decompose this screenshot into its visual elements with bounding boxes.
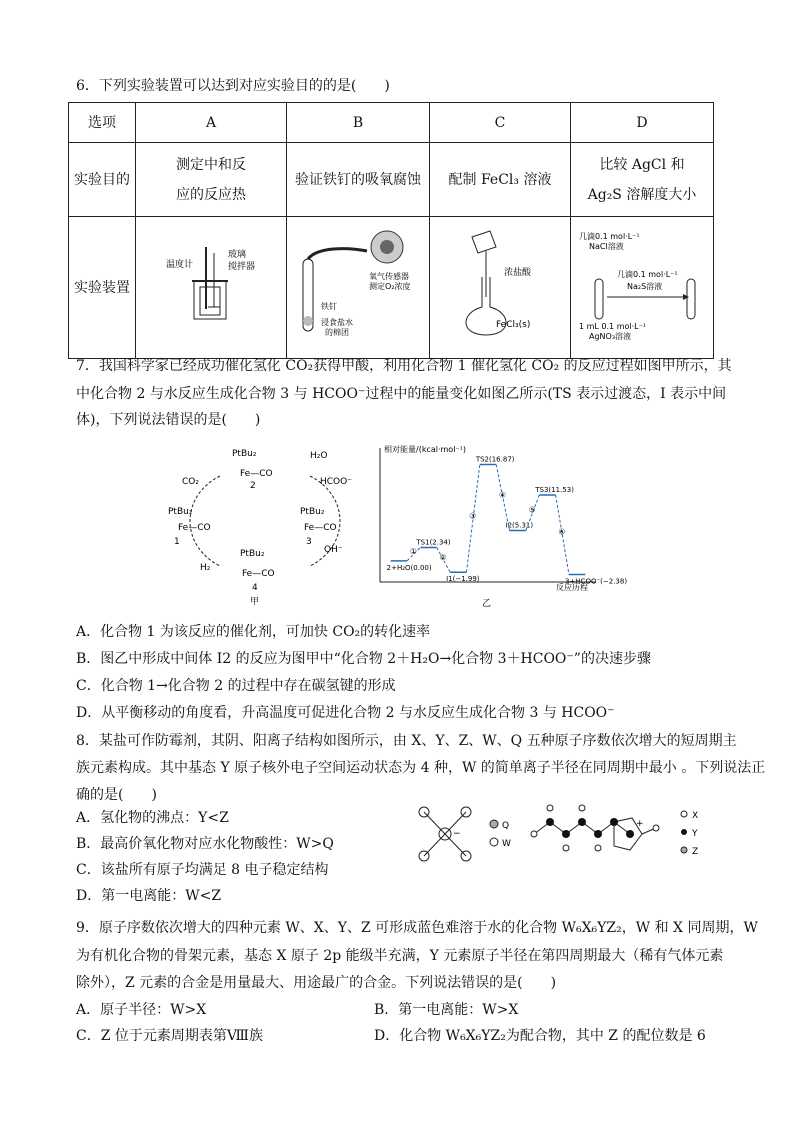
point-label-5: TS3(11.53) [535, 485, 574, 494]
q9-option-a: A．原子半径：W>X [76, 1002, 207, 1018]
point-label-0: 2+H₂O(0.00) [386, 563, 432, 572]
svg-text:的棉团: 的棉团 [325, 328, 349, 337]
svg-text:Fe—CO: Fe—CO [242, 569, 275, 579]
step-label-5: ⑤ [528, 505, 536, 515]
q7-option-d: D．从平衡移动的角度看，升高温度可促进化合物 2 与水反应生成化合物 3 与 HCOO⁻ [76, 705, 615, 721]
svg-text:甲: 甲 [250, 597, 260, 607]
ion-structure-figure [410, 800, 710, 880]
col-b: B [287, 103, 430, 143]
svg-text:4: 4 [252, 583, 258, 593]
svg-text:Y: Y [692, 829, 698, 839]
calorimeter-diagram [136, 217, 286, 347]
svg-text:3: 3 [306, 537, 312, 547]
svg-text:PtBu₂: PtBu₂ [232, 449, 257, 459]
catalytic-cycle-figure [160, 436, 376, 606]
purpose-c: 配制 FeCl₃ 溶液 [430, 143, 571, 217]
svg-text:测定O₂浓度: 测定O₂浓度 [369, 282, 411, 291]
svg-text:X: X [692, 811, 699, 821]
oxygen-sensor-diagram [287, 217, 429, 347]
q7-option-c: C．化合物 1→化合物 2 的过程中存在碳氢键的形成 [76, 678, 396, 694]
point-label-4: I2(5.31) [505, 521, 534, 530]
col-header: 选项 [69, 103, 136, 143]
purpose-d: 比较 AgCl 和 Ag₂S 溶解度大小 [571, 143, 714, 217]
q8-stem-2: 族元素构成。其中基态 Y 原子核外电子空间运动状态为 4 种，W 的简单离子半径在同周期中最小 。下列说法正 [76, 760, 766, 776]
q8-option-a: A．氢化物的沸点：Y<Z [76, 810, 229, 826]
q6-stem: 6．下列实验装置可以达到对应实验目的的是( ) [76, 78, 390, 94]
svg-text:NaCl溶液: NaCl溶液 [589, 242, 624, 251]
step-label-6: ⑥ [558, 527, 566, 537]
step-label-4: ④ [498, 490, 507, 500]
step-label-1: ① [409, 547, 417, 557]
x-axis-label: 反应历程 [556, 583, 588, 592]
q8-option-b: B．最高价氧化物对应水化物酸性：W>Q [76, 836, 334, 852]
svg-text:−: − [453, 829, 461, 839]
svg-text:Fe—CO: Fe—CO [304, 523, 337, 533]
figure-caption: 乙 [482, 599, 492, 609]
svg-text:Z: Z [692, 847, 699, 857]
col-a: A [136, 103, 287, 143]
point-label-3: TS2(16.87) [475, 455, 515, 464]
q9-stem-2: 为有机化合物的骨架元素，基态 X 原子 2p 能级半充满，Y 元素原子半径在第四周期最大（稀有气体元素 [76, 948, 724, 964]
svg-text:Na₂S溶液: Na₂S溶液 [627, 282, 663, 291]
device-c [430, 217, 571, 359]
svg-text:几滴0.1 mol·L⁻¹: 几滴0.1 mol·L⁻¹ [617, 270, 678, 279]
q7-option-b: B．图乙中形成中间体 I2 的反应为图甲中“化合物 2＋H₂O→化合物 3＋HCOO⁻”的决速步骤 [76, 651, 651, 667]
svg-text:铁钉: 铁钉 [321, 302, 337, 311]
q7-option-a: A．化合物 1 为该反应的催化剂，可加快 CO₂的转化速率 [76, 624, 431, 640]
step-label-3: ③ [469, 511, 477, 521]
device-b [287, 217, 430, 359]
svg-text:Fe—CO: Fe—CO [178, 523, 211, 533]
svg-text:PtBu₂: PtBu₂ [300, 507, 325, 517]
svg-text:搅拌器: 搅拌器 [228, 262, 256, 272]
q6-table [68, 102, 714, 359]
point-label-2: I1(−1.99) [446, 575, 480, 584]
device-a [136, 217, 287, 359]
test-tube-diagram [571, 217, 713, 347]
q9-stem-1: 9．原子序数依次增大的四种元素 W、X、Y、Z 可形成蓝色难溶于水的化合物 W₆X₆YZ₂，W 和 X 同周期，W [76, 920, 758, 936]
svg-text:浓盐酸: 浓盐酸 [504, 268, 532, 278]
svg-text:几滴0.1 mol·L⁻¹: 几滴0.1 mol·L⁻¹ [579, 232, 640, 241]
purpose-a: 测定中和反应的反应热 [136, 143, 287, 217]
svg-text:2: 2 [250, 481, 256, 491]
q8-option-d: D．第一电离能：W<Z [76, 888, 222, 904]
svg-text:OH⁻: OH⁻ [324, 545, 343, 555]
q9-option-b: B．第一电离能：W>X [374, 1002, 519, 1018]
col-c: C [430, 103, 571, 143]
svg-text:W: W [502, 839, 511, 849]
svg-text:FeCl₃(s): FeCl₃(s) [496, 320, 531, 330]
q7-stem-3: 体)，下列说法错误的是( ) [76, 412, 261, 428]
svg-text:+: + [636, 819, 644, 829]
svg-text:CO₂: CO₂ [182, 477, 199, 487]
svg-text:浸食盐水: 浸食盐水 [321, 318, 353, 327]
svg-text:PtBu₂: PtBu₂ [240, 549, 265, 559]
q9-option-d: D．化合物 W₆X₆YZ₂为配合物，其中 Z 的配位数是 6 [374, 1028, 706, 1044]
y-axis-label: 相对能量/(kcal·mol⁻¹) [384, 445, 466, 454]
energy-profile-chart [370, 438, 628, 610]
svg-text:1 mL 0.1 mol·L⁻¹: 1 mL 0.1 mol·L⁻¹ [579, 322, 647, 331]
device-d [571, 217, 714, 359]
svg-text:Fe—CO: Fe—CO [240, 469, 273, 479]
row-device-label: 实验装置 [69, 217, 136, 359]
svg-text:H₂: H₂ [200, 563, 211, 573]
q8-option-c: C．该盐所有原子均满足 8 电子稳定结构 [76, 862, 329, 878]
point-label-6: 3+HCOO⁻(−2.38) [564, 577, 628, 586]
q8-stem-3: 确的是( ) [76, 787, 157, 803]
volumetric-flask-diagram [430, 217, 570, 347]
col-d: D [571, 103, 714, 143]
q9-stem-3: 除外），Z 元素的合金是用量最大、用途最广的合金。下列说法错误的是( ) [76, 975, 557, 991]
svg-text:AgNO₃溶液: AgNO₃溶液 [589, 332, 632, 341]
svg-text:1: 1 [174, 537, 180, 547]
row-purpose-label: 实验目的 [69, 143, 136, 217]
point-label-1: TS1(2.34) [416, 538, 451, 547]
q9-option-c: C．Z 位于元素周期表第Ⅷ族 [76, 1028, 263, 1044]
q7-stem-2: 中化合物 2 与水反应生成化合物 3 与 HCOO⁻过程中的能量变化如图乙所示(TS 表示过渡态，I 表示中间 [76, 386, 727, 402]
svg-text:氧气传感器: 氧气传感器 [369, 272, 409, 281]
svg-text:PtBu₂: PtBu₂ [168, 507, 193, 517]
svg-text:H₂O: H₂O [310, 451, 328, 461]
svg-text:玻璃: 玻璃 [228, 250, 247, 260]
q8-stem-1: 8．某盐可作防霉剂，其阴、阳离子结构如图所示，由 X、Y、Z、W、Q 五种原子序数依次增大的短周期主 [76, 733, 737, 749]
svg-text:Q: Q [502, 821, 510, 831]
q7-stem-1: 7．我国科学家已经成功催化氢化 CO₂获得甲酸，利用化合物 1 催化氢化 CO₂ 的反应过程如图甲所示，其 [76, 358, 732, 374]
purpose-b: 验证铁钉的吸氧腐蚀 [287, 143, 430, 217]
step-label-2: ② [439, 552, 447, 562]
svg-text:温度计: 温度计 [166, 260, 194, 270]
svg-text:HCOO⁻: HCOO⁻ [320, 477, 352, 487]
